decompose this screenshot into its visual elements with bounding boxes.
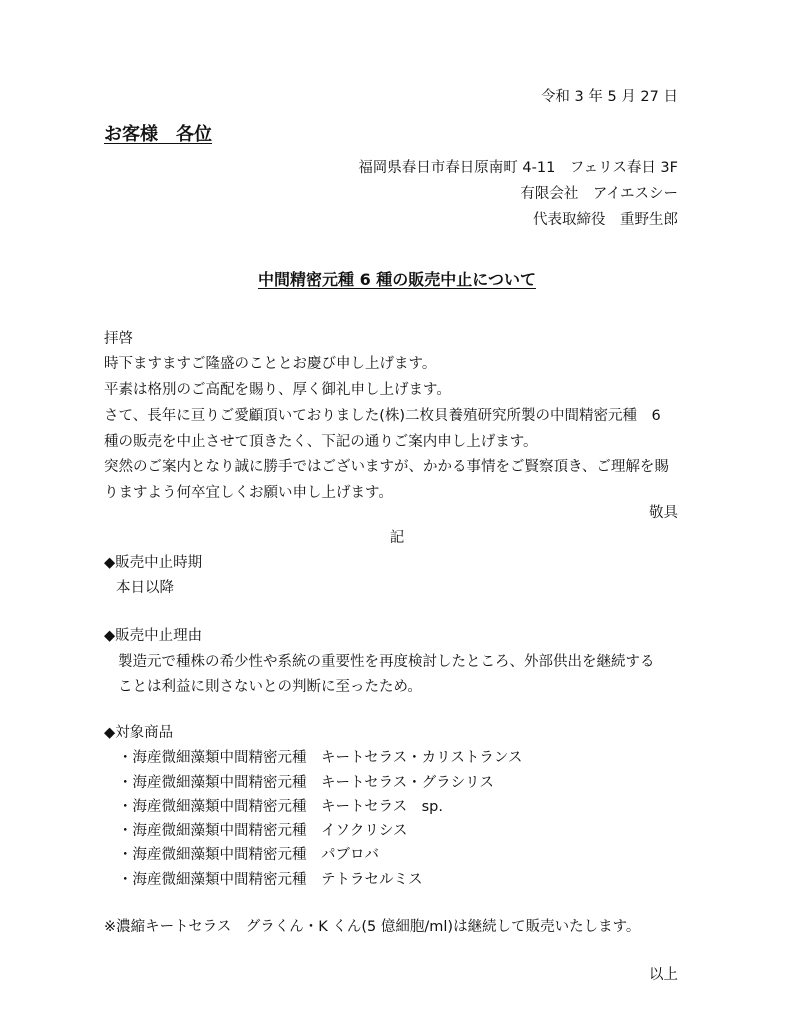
product-item: ・海産微細藻類中間精密元種 テトラセルミス <box>118 872 423 888</box>
product-item: ・海産微細藻類中間精密元種 キートセラス・グラシリス <box>118 775 494 791</box>
ki-marker: 記 <box>389 530 405 546</box>
reason-line: ことは利益に則さないとの判断に至ったため。 <box>118 679 422 695</box>
body-line: 突然のご案内となり誠に勝手ではございますが、かかる事情をご賢察頂き、ご理解を賜 <box>104 459 669 475</box>
product-item: ・海産微細藻類中間精密元種 パブロバ <box>118 847 379 863</box>
document-title: 中間精密元種 6 種の販売中止について <box>258 270 536 289</box>
addressee: お客様 各位 <box>104 124 212 145</box>
closing-salutation: 敬具 <box>649 505 678 521</box>
body-line: 種の販売を中止させて頂きたく、下記の通りご案内申し上げます。 <box>104 434 538 450</box>
body-line: りますよう何卒宜しくお願い申し上げます。 <box>104 485 393 501</box>
products-heading: ◆対象商品 <box>104 725 174 741</box>
body-line: さて、長年に亘りご愛顧頂いておりました(株)二枚貝養殖研究所製の中間精密元種 6 <box>104 408 661 424</box>
product-item: ・海産微細藻類中間精密元種 キートセラス sp. <box>118 799 443 815</box>
body-line: 時下ますますご隆盛のこととお慶び申し上げます。 <box>104 356 437 372</box>
product-item: ・海産微細藻類中間精密元種 キートセラス・カリストランス <box>118 750 523 766</box>
letter-date: 令和 3 年 5 月 27 日 <box>540 89 678 105</box>
body-line: 平素は格別のご高配を賜り、厚く御礼申し上げます。 <box>104 382 451 398</box>
end-marker: 以上 <box>649 967 678 983</box>
sender-representative: 代表取締役 重野生郎 <box>533 212 678 228</box>
product-item: ・海産微細藻類中間精密元種 イソクリシス <box>118 823 408 839</box>
continuation-note: ※濃縮キートセラス グラくん・K くん(5 億細胞/ml)は継続して販売いたします。 <box>104 919 641 935</box>
sender-address: 福岡県春日市春日原南町 4-11 フェリス春日 3F <box>358 160 678 176</box>
reason-line: 製造元で種株の希少性や系統の重要性を再度検討したところ、外部供出を継続する <box>118 654 655 670</box>
timing-value: 本日以降 <box>116 580 174 596</box>
reason-heading: ◆販売中止理由 <box>104 628 203 644</box>
sender-company: 有限会社 アイエスシー <box>520 186 678 202</box>
timing-heading: ◆販売中止時期 <box>104 555 203 571</box>
opening-salutation: 拝啓 <box>104 331 133 347</box>
